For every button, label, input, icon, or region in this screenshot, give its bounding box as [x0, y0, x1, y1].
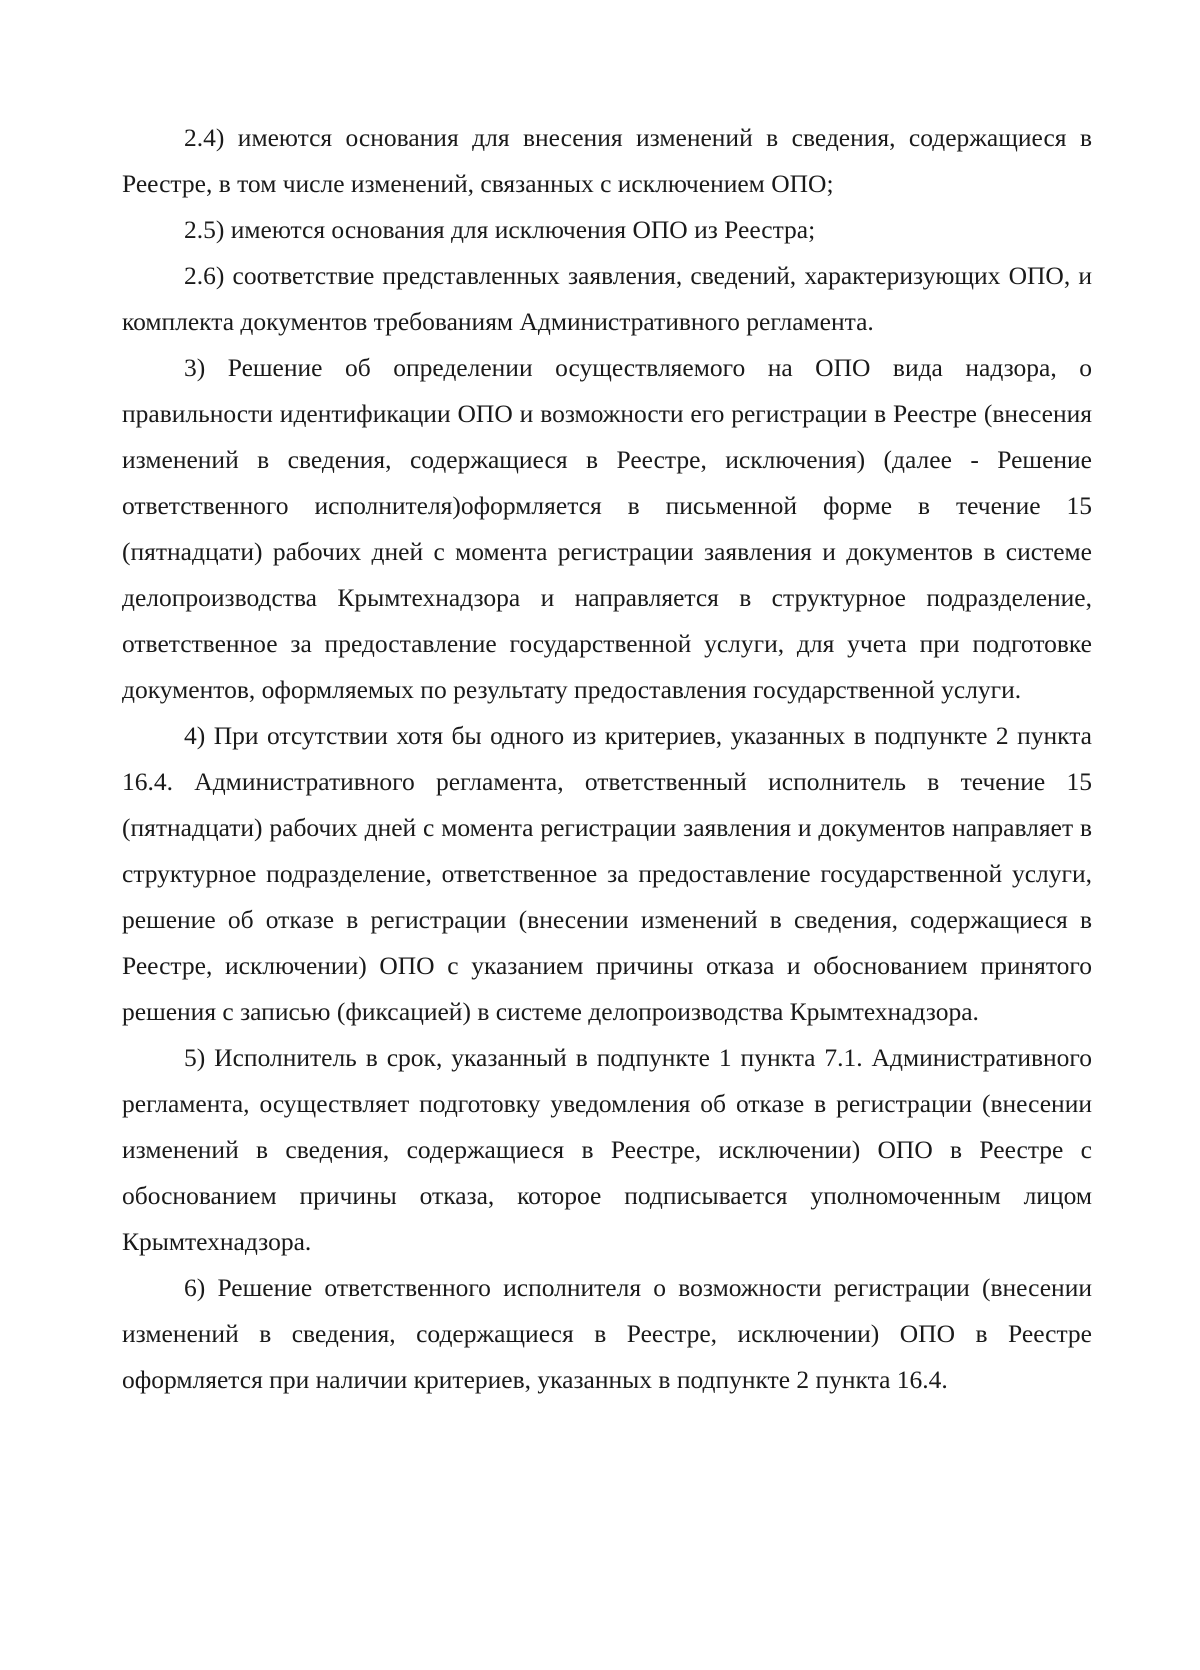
- paragraph-2-4: 2.4) имеются основания для внесения изменений в сведения, содержащиеся в Реестре, в том числе изменений, связанных с исключением ОПО;: [122, 123, 1092, 198]
- paragraph-6: 6) Решение ответственного исполнителя о возможности регистрации (внесении изменений в сведения, содержащиеся в Реестре, исключении) ОПО в Реестре оформляется при наличии критериев, указанных в подпункте 2 пункта 16.4.: [122, 1273, 1092, 1394]
- paragraph-4: 4) При отсутствии хотя бы одного из критериев, указанных в подпункте 2 пункта 16.4. Административного регламента, ответственный исполнитель в течение 15 (пятнадцати) рабочих дней с момента регистрации заявления и документов направляет в структурное подразделение, ответственное за предоставление государственной услуги, решение об отказе в регистрации (внесении изменений в сведения, содержащиеся в Реестре, исключении) ОПО с указанием причины отказа и обоснованием принятого решения с записью (фиксацией) в системе делопроизводства Крымтехнадзора.: [122, 721, 1092, 1026]
- document-body: [122, 115, 1092, 1403]
- paragraph-2-5: 2.5) имеются основания для исключения ОПО из Реестра;: [184, 215, 816, 244]
- paragraph-3: 3) Решение об определении осуществляемого на ОПО вида надзора, о правильности идентификации ОПО и возможности его регистрации в Реестре (внесения изменений в сведения, содержащиеся в Реестре, исключения) (далее - Решение ответственного исполнителя)оформляется в письменной форме в течение 15 (пятнадцати) рабочих дней с момента регистрации заявления и документов в системе делопроизводства Крымтехнадзора и направляется в структурное подразделение, ответственное за предоставление государственной услуги, для учета при подготовке документов, оформляемых по результату предоставления государственной услуги.: [122, 353, 1092, 704]
- paragraph-5: 5) Исполнитель в срок, указанный в подпункте 1 пункта 7.1. Административного регламента, осуществляет подготовку уведомления об отказе в регистрации (внесении изменений в сведения, содержащиеся в Реестре, исключении) ОПО в Реестре с обоснованием причины отказа, которое подписывается уполномоченным лицом Крымтехнадзора.: [122, 1043, 1092, 1256]
- paragraph-2-6: 2.6) соответствие представленных заявления, сведений, характеризующих ОПО, и комплекта документов требованиям Административного регламента.: [122, 261, 1092, 336]
